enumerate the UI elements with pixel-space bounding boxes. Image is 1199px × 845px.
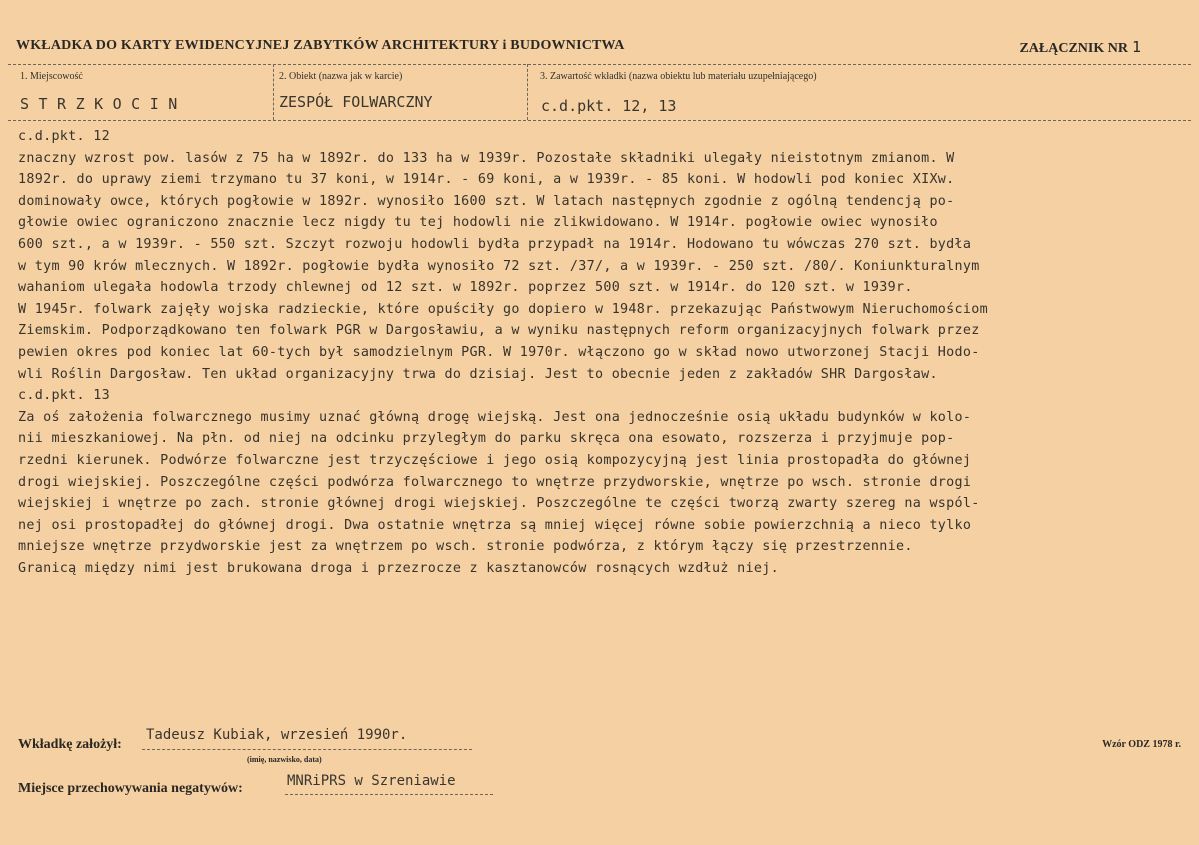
field-divider-2: [527, 64, 528, 120]
body-line: [18, 601, 1196, 623]
body-line: Granicą między nimi jest brukowana droga i przezrocze z kasztanowców rosnących wzdłuż niej.: [18, 560, 779, 576]
created-by-label: Wkładkę założył:: [18, 737, 122, 752]
card-title: WKŁADKA DO KARTY EWIDENCYJNEJ ZABYTKÓW ARCHITEKTURY i BUDOWNICTWA: [16, 38, 625, 53]
body-line: mniejsze wnętrze przydworskie jest za wnętrzem po wsch. stronie podwórza, z którym łączy się przestrzennie.: [18, 539, 913, 555]
fields-divider: [8, 120, 1191, 121]
content-label: 3. Zawartość wkładki (nazwa obiektu lub materiału uzupełniającego): [540, 71, 817, 82]
body-line: wahaniom ulegała hodowla trzody chlewnej od 12 szt. w 1892r. poprzez 500 szt. w 1914r. do 120 szt. w 1939r.: [18, 280, 913, 296]
storage-value: MNRiPRS w Szreniawie: [287, 773, 456, 789]
body-line: znaczny wzrost pow. lasów z 75 ha w 1892r. do 133 ha w 1939r. Pozostałe składniki ulegały nieistotnym zmianom. W: [18, 150, 955, 166]
body-line: głowie owiec ograniczono znacznie lecz nigdy tu tej hodowli nie zlikwidowano. W 1914r. pogłowie owiec wynosiło: [18, 215, 938, 231]
body-line: wli Roślin Dargosław. Ten układ organizacyjny trwa do dzisiaj. Jest to obecnie jeden z zakładów SHR Dargosław.: [18, 366, 938, 382]
body-line: pewien okres pod koniec lat 60-tych był samodzielnym PGR. W 1970r. włączono go w skład nowo utworzonej Stacji Hodo-: [18, 344, 980, 360]
body-line: nej osi prostopadłej do głównej drogi. Dwa ostatnie wnętrza są mniej więcej równe sobie powierzchnią a nieco tylko: [18, 517, 972, 533]
body-line: 1892r. do uprawy ziemi trzymano tu 37 koni, w 1914r. - 69 koni, a w 1939r. - 85 koni. W hodowli pod koniec XIXw.: [18, 172, 955, 188]
body-line: Za oś założenia folwarcznego musimy uznać główną drogę wiejską. Jest ona jednocześnie osią układu budynków w kolo-: [18, 409, 972, 425]
card-body-text: [18, 126, 1196, 644]
body-line: rzedni kierunek. Podwórze folwarczne jest trzyczęściowe i jego osią kompozycyjną jest linia prostopadła do głównej: [18, 452, 972, 468]
body-line: wiejskiej i wnętrze po zach. stronie głównej drogi wiejskiej. Poszczególne te części tworzą zwarty szereg na wspól-: [18, 496, 980, 512]
created-by-underline: [142, 749, 472, 750]
annex-number-value: 1: [1131, 38, 1141, 56]
body-line: [18, 579, 1196, 601]
created-by-hint: (imię, nazwisko, data): [247, 755, 322, 764]
created-by-value: Tadeusz Kubiak, wrzesień 1990r.: [146, 727, 408, 743]
content-value: c.d.pkt. 12, 13: [541, 97, 677, 115]
locality-label: 1. Miejscowość: [20, 71, 83, 82]
body-line: drogi wiejskiej. Poszczególne części podwórza folwarcznego to wnętrze przydworskie, wnętrze po wsch. stronie drogi: [18, 474, 972, 490]
body-line: 600 szt., a w 1939r. - 550 szt. Szczyt rozwoju hodowli bydła przypadł na 1914r. Hodowano tu wówczas 270 szt. bydła: [18, 236, 972, 252]
field-divider-1: [273, 64, 274, 120]
body-line: W 1945r. folwark zajęły wojska radzieckie, które opuściły go dopiero w 1948r. przekazując Państwowym Nieruchomościom: [18, 301, 988, 317]
body-line: c.d.pkt. 12: [18, 129, 110, 144]
body-line: c.d.pkt. 13: [18, 388, 110, 404]
body-line: w tym 90 krów mlecznych. W 1892r. pogłowie bydła wynosiło 72 szt. /37/, a w 1939r. - 250 szt. /80/. Koniunkturalnym: [18, 258, 980, 274]
storage-label: Miejsce przechowywania negatywów:: [18, 781, 243, 796]
object-value: ZESPÓŁ FOLWARCZNY: [279, 93, 433, 111]
annex-number: [1019, 38, 1141, 57]
form-code: Wzór ODZ 1978 r.: [1102, 739, 1181, 750]
locality-value: STRZKOCIN: [20, 95, 187, 113]
body-line: nii mieszkaniowej. Na płn. od niej na odcinku przyległym do parku skręca ona esowato, rozszerza i przyjmuje pop-: [18, 431, 955, 447]
body-line: dominowały owce, których pogłowie w 1892r. wynosiło 1600 szt. W latach następnych zgodnie z ogólną tendencją po-: [18, 193, 955, 209]
header-divider: [8, 64, 1191, 65]
annex-label: ZAŁĄCZNIK NR: [1019, 41, 1128, 56]
body-line: [18, 623, 1196, 645]
object-label: 2. Obiekt (nazwa jak w karcie): [279, 71, 403, 82]
storage-underline: [285, 794, 493, 795]
body-line: Ziemskim. Podporządkowano ten folwark PGR w Dargosławiu, a w wyniku następnych reform organizacyjnych folwark przez: [18, 323, 980, 339]
